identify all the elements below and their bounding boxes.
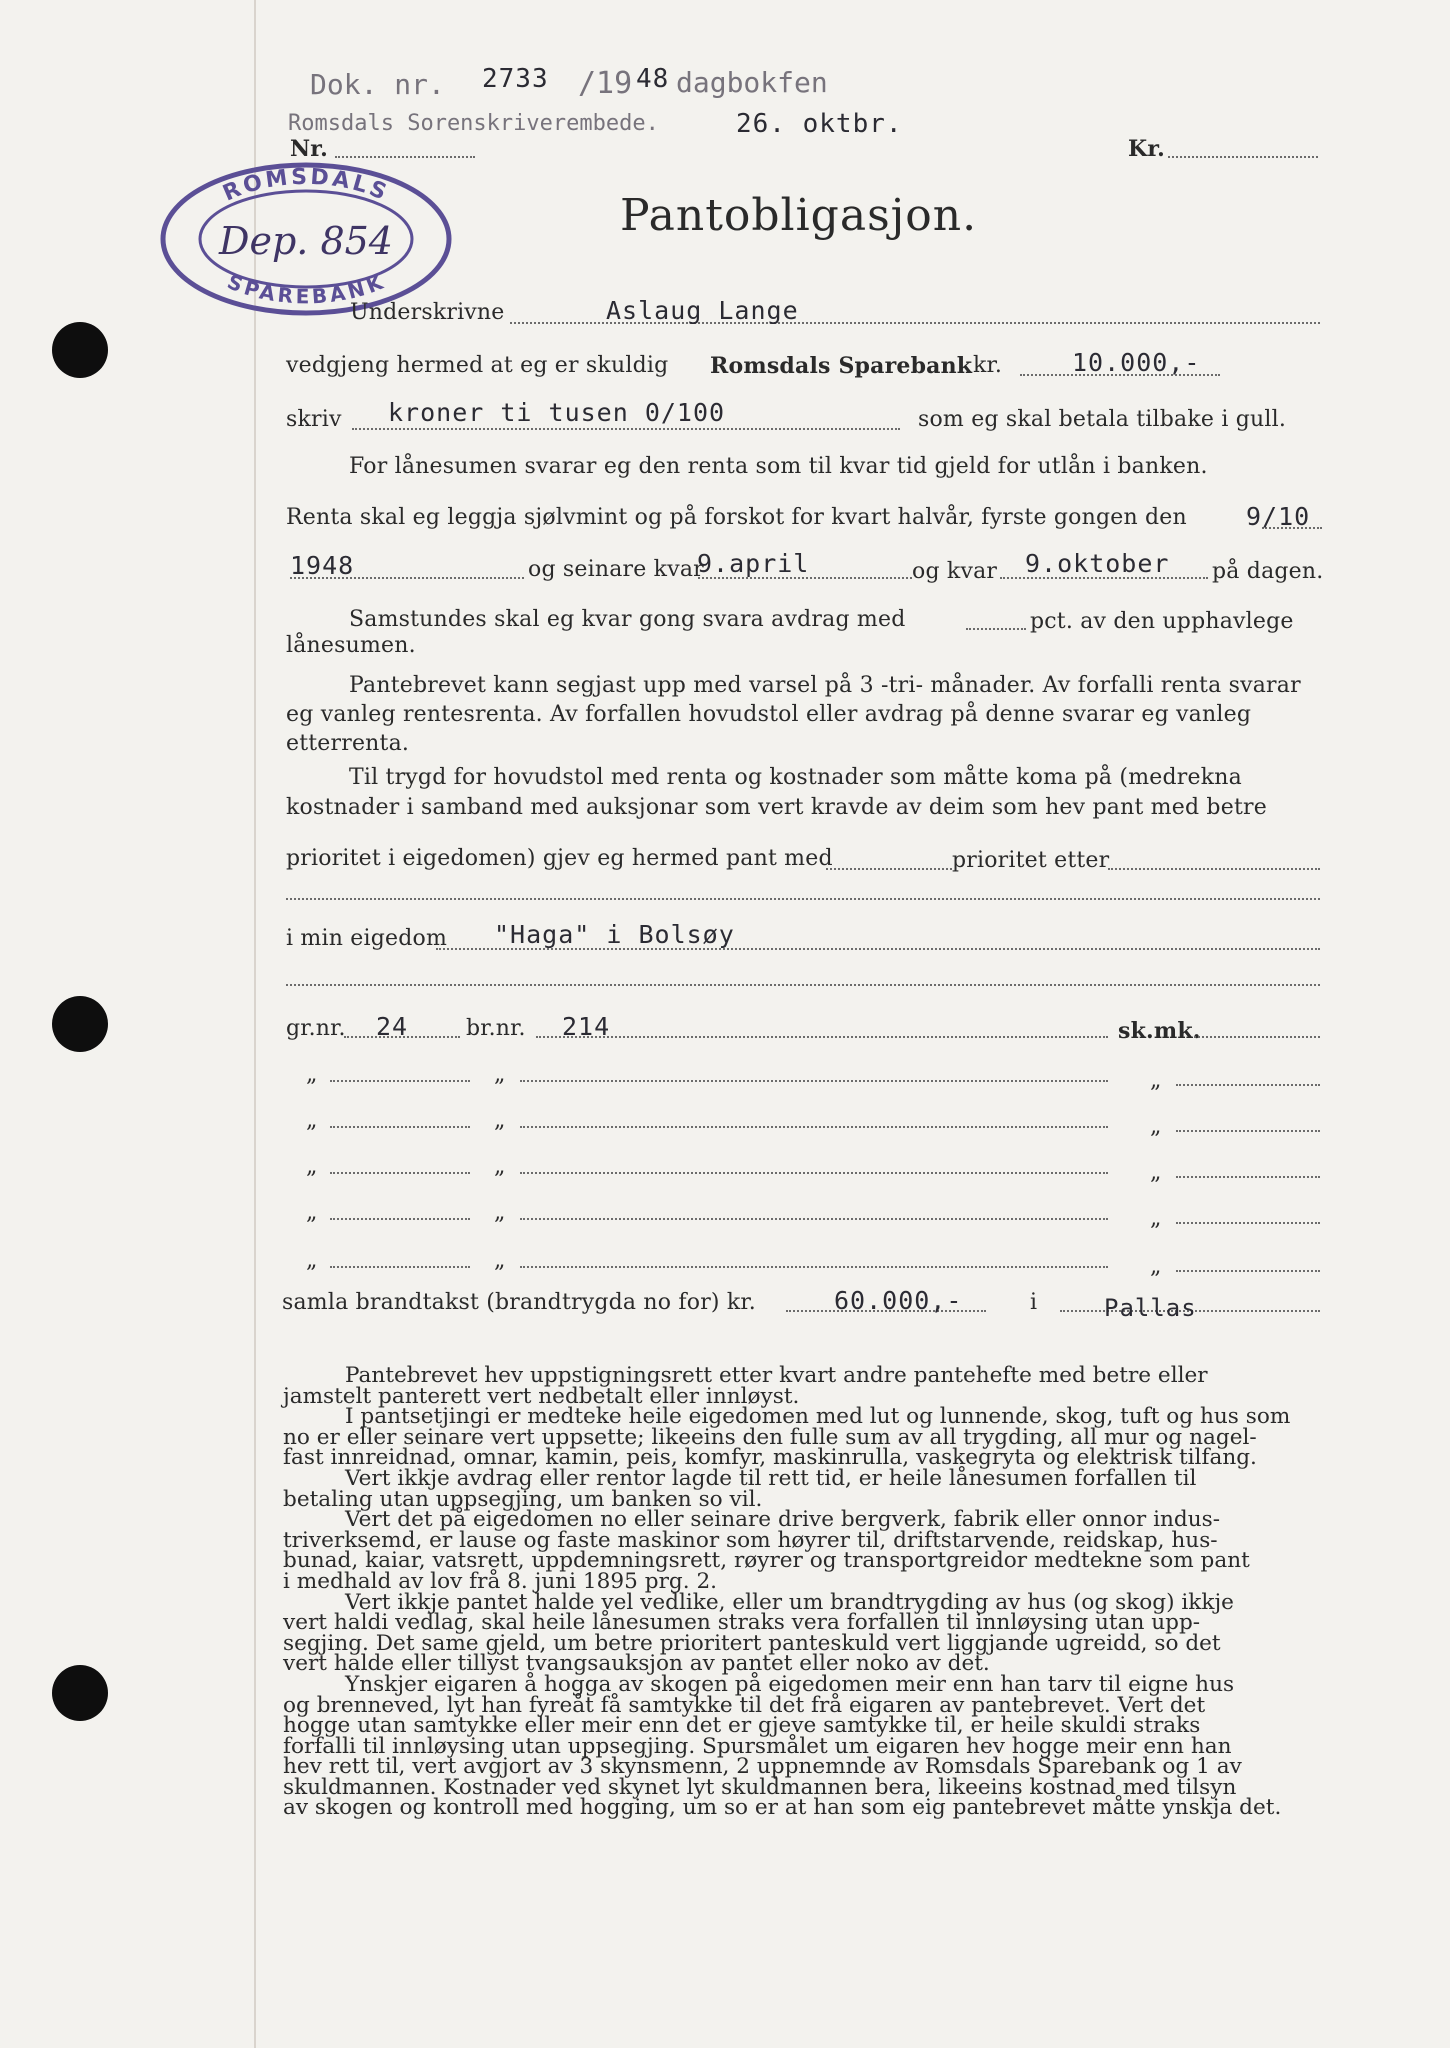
ditto-dotted-line [1176, 1130, 1320, 1132]
grnr-label: gr.nr. [286, 1016, 346, 1041]
kr-label: Kr. [1128, 136, 1165, 162]
amount-kr-label: kr. [973, 353, 1003, 378]
amount-words-dotted-line [352, 428, 900, 430]
stamp-top-text: ROMSDALS [219, 164, 393, 207]
term-line: hev rett til, vert avgjort av 3 skynsmenn, 2 uppnemnde av Romsdals Sparebank og 1 av [283, 1754, 1242, 1780]
term-line: forfalli til innløysing utan uppsegjing. Spursmålet um eigaren hev hogge meir enn han [283, 1733, 1232, 1759]
term-paragraph [283, 1465, 1323, 1512]
skmk-label: sk.mk. [1118, 1018, 1201, 1044]
registry-date: 26. oktbr. [736, 109, 903, 139]
prioritet-etter: prioritet etter [952, 848, 1110, 873]
term-line: jamstelt panterett vert nedbetalt eller innløyst. [283, 1383, 800, 1409]
paa-dagen: på dagen. [1212, 559, 1324, 584]
bank-name: Romsdals Sparebank [710, 353, 973, 379]
prioritet-dotted-line [826, 868, 952, 870]
amount-value: 10.000,- [1072, 348, 1201, 377]
terms-section [283, 1363, 1323, 1821]
dok-suffix: dagbokfen [676, 66, 828, 99]
ditto-dotted-line [330, 1126, 470, 1128]
term-line: Vert det på eigedomen no eller seinare drive bergverk, fabrik eller onnor indus- [345, 1507, 1221, 1533]
dok-number: 2733 [482, 64, 549, 94]
undersigned-label: Underskrivne [350, 300, 505, 325]
ditto-mark: „ [306, 1108, 318, 1133]
ditto-dotted-line [1176, 1176, 1320, 1178]
first-date-value: 9/10 [1246, 502, 1311, 531]
year-value: 1948 [290, 551, 355, 580]
skmk-dotted-line [1194, 1036, 1320, 1038]
og-kvar-value: 9.oktober [1025, 549, 1170, 578]
avdrag-line2: lånesumen. [286, 633, 416, 658]
term-line: Ynskjer eigaren å hogga av skogen på eigedomen meir enn han tarv til eigne hus [345, 1671, 1235, 1697]
nr-label: Nr. [290, 136, 328, 162]
document-title: Pantobligasjon. [620, 190, 978, 241]
pante-line: etterrenta. [286, 731, 410, 756]
stamp-handwritten: Dep. 854 [219, 219, 393, 263]
pante-paragraph [286, 671, 1301, 758]
pante-line: eg vanleg rentesrenta. Av forfallen hovudstol eller avdrag på denne svarar eg vanleg [286, 702, 1252, 727]
ditto-mark: „ [494, 1248, 506, 1273]
ditto-dotted-line [330, 1080, 470, 1082]
trygd-line: kostnader i samband med auksjonar som vert kravde av deim som hev pant med betre [286, 795, 1267, 820]
ditto-mark: „ [306, 1062, 318, 1087]
og-kvar-label: og kvar [912, 559, 998, 584]
ditto-dotted-line [520, 1080, 1108, 1082]
ditto-dotted-line [330, 1218, 470, 1220]
term-line: i medhald av lov frå 8. juni 1895 prg. 2. [283, 1568, 718, 1594]
term-line: vert halde eller tillyst tvangsauksjon av pantet eller noko av det. [283, 1651, 990, 1677]
ditto-mark: „ [306, 1248, 318, 1273]
kr-dotted-line [1168, 156, 1318, 158]
ditto-dotted-line [1176, 1084, 1320, 1086]
eigedom-value: "Haga" i Bolsøy [494, 920, 735, 949]
pante-line: Pantebrevet kann segjast upp med varsel på 3 -tri- månader. Av forfalli renta svarar [349, 673, 1301, 698]
ditto-mark: „ [1150, 1160, 1162, 1185]
ditto-dotted-line [1176, 1270, 1320, 1272]
ditto-mark: „ [306, 1200, 318, 1225]
term-line: Vert ikkje avdrag eller rentor lagde til rett tid, er heile lånesumen forfallen til [345, 1465, 1197, 1491]
binder-hole-bottom [52, 1665, 108, 1721]
dok-prefix: Dok. nr. [310, 68, 445, 101]
prioritet-etter-dotted-line [1108, 868, 1320, 870]
i-label: i [1030, 1290, 1038, 1315]
registry-office: Romsdals Sorenskriverembede. [288, 111, 659, 136]
interest-line1: For lånesumen svarar eg den renta som til kvar tid gjeld for utlån i banken. [349, 454, 1208, 479]
term-line: av skogen og kontroll med hogging, um so er at han som eig pantebrevet måtte ynskja det. [283, 1795, 1282, 1821]
ditto-mark: „ [1150, 1206, 1162, 1231]
interest-line2: Renta skal eg leggja sjølvmint og på forskot for kvart halvår, fyrste gongen den [286, 505, 1187, 530]
ditto-dotted-line [520, 1126, 1108, 1128]
debt-line-label: vedgjeng hermed at eg er skuldig [286, 353, 669, 378]
term-line: Vert ikkje pantet halde vel vedlike, eller um brandtrygding av hus (og skog) ikkje [345, 1589, 1234, 1615]
term-line: betaling utan uppsegjing, um banken so vil. [283, 1486, 763, 1512]
term-line: hogge utan samtykke eller meir enn det er gjeve samtykke til, er heile skuldi straks [283, 1713, 1201, 1739]
ditto-mark: „ [494, 1200, 506, 1225]
brnr-value: 214 [562, 1012, 611, 1041]
seinare-value: 9.april [697, 549, 810, 578]
term-line: og brenneved, lyt han fyreåt få samtykke til det frå eigaren av pantebrevet. Vert det [283, 1692, 1206, 1718]
avdrag-dotted-line [966, 628, 1026, 630]
ditto-mark: „ [494, 1062, 506, 1087]
gold-clause: som eg skal betala tilbake i gull. [918, 407, 1287, 432]
term-line: fast innreidnad, omnar, kamin, peis, komfyr, maskinrulla, vaskegryta og elektrisk tilfang. [283, 1445, 1257, 1471]
prioritet-label: prioritet i eigedomen) gjev eg hermed pant med [286, 846, 833, 871]
grnr-value: 24 [376, 1012, 409, 1041]
ditto-mark: „ [1150, 1114, 1162, 1139]
insurer-value: Pallas [1104, 1294, 1197, 1322]
ditto-dotted-line [520, 1266, 1108, 1268]
avdrag-pct-label: pct. av den upphavlege [1030, 609, 1294, 634]
ditto-dotted-line [330, 1172, 470, 1174]
blank-dotted-line-2 [286, 984, 1320, 986]
amount-words: kroner ti tusen 0/100 [388, 398, 726, 427]
term-line: segjing. Det same gjeld, um betre prioritert panteskuld vert liggjande ugreidd, so det [283, 1630, 1221, 1656]
ditto-dotted-line [520, 1172, 1108, 1174]
ditto-mark: „ [1150, 1068, 1162, 1093]
ditto-dotted-line [330, 1266, 470, 1268]
blank-dotted-line-1 [286, 898, 1320, 900]
dok-year-prefix: /19 [578, 66, 633, 101]
brandtakst-value: 60.000,- [834, 1286, 963, 1315]
stamp-bottom-text: SPAREBANK [223, 269, 389, 309]
term-line: no er eller seinare vert uppsette; likeeins den fulle sum av all trygding, all mur og nagel- [283, 1424, 1257, 1450]
trygd-paragraph [286, 763, 1267, 823]
term-paragraph [283, 1671, 1323, 1821]
term-line: Pantebrevet hev uppstigningsrett etter kvart andre pantehefte med betre eller [345, 1363, 1208, 1388]
brnr-label: br.nr. [466, 1016, 526, 1041]
term-line: triverksemd, er lause og faste maskinor som høyrer til, driftstarvende, reidskap, hus- [283, 1527, 1218, 1553]
sparebank-stamp [156, 158, 456, 320]
eigedom-label: i min eigedom [286, 926, 448, 951]
brandtakst-label: samla brandtakst (brandtrygda no for) kr. [282, 1290, 756, 1315]
ditto-mark: „ [494, 1108, 506, 1133]
term-paragraph [283, 1404, 1323, 1471]
ditto-mark: „ [1150, 1254, 1162, 1279]
binder-hole-middle [52, 996, 108, 1052]
trygd-line: Til trygd for hovudstol med renta og kostnader som måtte koma på (medrekna [349, 765, 1242, 790]
term-line: skuldmannen. Kostnader ved skynet lyt skuldmannen bera, likeeins kostnad med tilsyn [283, 1774, 1237, 1800]
binder-hole-top [52, 322, 108, 378]
ditto-dotted-line [520, 1218, 1108, 1220]
term-line: bunad, kaiar, vatsrett, uppdemningsrett, røyrer og transportgreidor medtekne som pant [283, 1548, 1250, 1574]
skriv-label: skriv [286, 407, 342, 432]
dok-year: 48 [636, 64, 670, 94]
seinare-label: og seinare kvar [528, 557, 704, 582]
term-line: I pantsetjingi er medteke heile eigedomen med lut og lunnende, skog, tuft og hus som [345, 1404, 1291, 1430]
term-paragraph [283, 1589, 1323, 1677]
ditto-dotted-line [1176, 1222, 1320, 1224]
term-line: vert haldi vedlag, skal heile lånesumen straks vera forfallen til innløysing utan upp- [283, 1610, 1201, 1636]
term-paragraph [283, 1363, 1323, 1409]
term-paragraph [283, 1507, 1323, 1594]
ditto-mark: „ [494, 1154, 506, 1179]
undersigned-value: Aslaug Lange [606, 296, 799, 325]
avdrag-label: Samstundes skal eg kvar gong svara avdrag med [349, 607, 906, 632]
ditto-mark: „ [306, 1154, 318, 1179]
brnr-dotted-line [536, 1036, 1108, 1038]
